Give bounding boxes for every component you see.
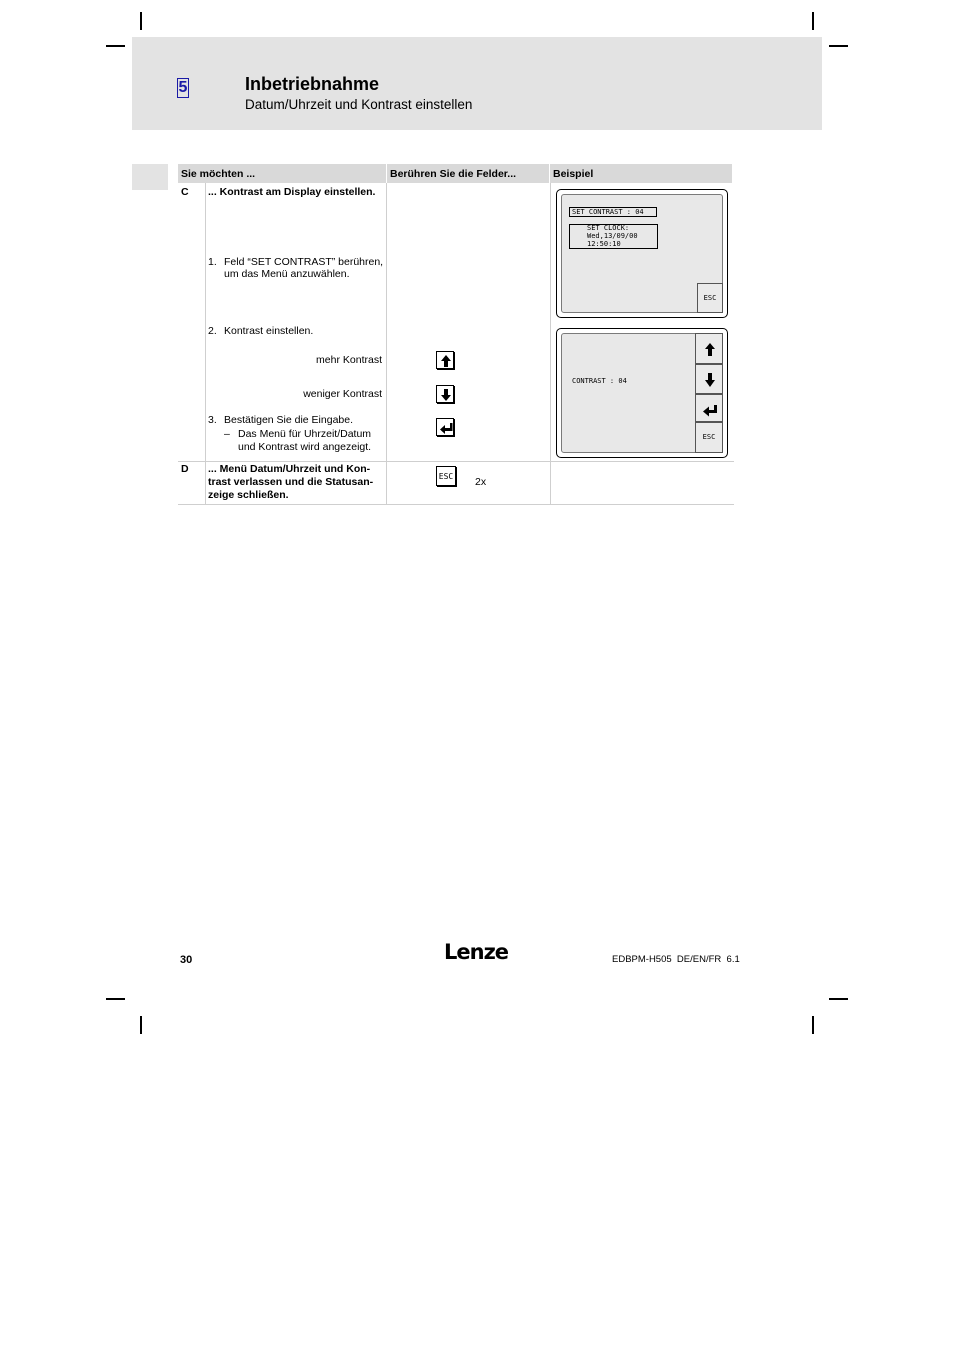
arrow-down-icon — [437, 386, 455, 404]
arrow-up-icon — [437, 352, 455, 370]
esc-key[interactable] — [436, 466, 456, 486]
table-divider — [178, 504, 734, 505]
esc-key-label: ESC — [438, 472, 454, 481]
step-number: 1. — [208, 256, 217, 268]
row-c-heading: ... Kontrast am Display einstellen. — [208, 186, 376, 198]
step-text: Das Menü für Uhrzeit/Datum — [238, 428, 372, 440]
esc-label: ESC — [702, 433, 716, 441]
set-clock-date: Wed,13/09/00 — [587, 232, 638, 240]
crop-mark — [140, 12, 142, 30]
row-c-letter: C — [181, 186, 189, 198]
bullet-dash: – — [224, 428, 230, 440]
crop-mark — [812, 12, 814, 30]
enter-icon — [696, 395, 724, 423]
crop-mark — [829, 45, 848, 47]
arrow-up-icon — [696, 334, 724, 365]
esc-label: ESC — [703, 294, 717, 302]
side-tab — [132, 164, 168, 190]
table-divider — [386, 183, 387, 504]
contrast-value-text: CONTRAST : 04 — [572, 377, 627, 385]
enter-key[interactable] — [436, 418, 454, 436]
page-number: 30 — [180, 954, 193, 966]
enter-icon — [437, 419, 455, 437]
row-d-text: trast verlassen und die Statusan- — [208, 476, 374, 488]
row-d-text: zeige schließen. — [208, 489, 289, 501]
down-key[interactable] — [436, 385, 454, 403]
step-text: Kontrast einstellen. — [224, 325, 314, 337]
step-text: um das Menü anzuwählen. — [224, 268, 350, 280]
screen-down-button[interactable] — [695, 364, 723, 394]
step-number: 3. — [208, 414, 217, 426]
chapter-number: 5 — [178, 79, 188, 96]
up-key[interactable] — [436, 351, 454, 369]
press-count: 2x — [475, 476, 487, 488]
crop-mark — [140, 1016, 142, 1034]
row-d-letter: D — [181, 463, 189, 475]
set-contrast-text: SET CONTRAST : 04 — [572, 208, 644, 216]
step-text: Bestätigen Sie die Eingabe. — [224, 414, 354, 426]
screen-esc-button[interactable] — [697, 283, 723, 313]
less-contrast-label: weniger Kontrast — [303, 388, 382, 400]
column-header-action: Sie möchten ... — [178, 164, 386, 183]
set-clock-time: 12:50:10 — [587, 240, 621, 248]
page-subtitle: Datum/Uhrzeit und Kontrast einstellen — [245, 97, 473, 112]
column-header-example: Beispiel — [550, 164, 732, 183]
more-contrast-label: mehr Kontrast — [316, 354, 382, 366]
column-header-touch: Berühren Sie die Felder... — [387, 164, 549, 183]
table-divider — [550, 183, 551, 504]
screen-esc-button[interactable] — [695, 422, 723, 453]
crop-mark — [106, 45, 125, 47]
document-reference: EDBPM-H505 DE/EN/FR 6.1 — [612, 954, 740, 965]
crop-mark — [106, 998, 125, 1000]
brand-logo: Lenze — [444, 940, 509, 964]
step-number: 2. — [208, 325, 217, 337]
set-clock-title: SET CLOCK: — [587, 224, 630, 232]
table-divider — [205, 183, 206, 504]
screen-enter-button[interactable] — [695, 394, 723, 422]
crop-mark — [812, 1016, 814, 1034]
page-title: Inbetriebnahme — [245, 74, 380, 94]
screen-up-button[interactable] — [695, 333, 723, 364]
step-text: Feld “SET CONTRAST” berühren, — [224, 256, 384, 268]
arrow-down-icon — [696, 365, 724, 395]
table-divider — [178, 461, 734, 462]
header-band — [132, 37, 822, 130]
step-text: und Kontrast wird angezeigt. — [238, 441, 372, 453]
row-d-text: ... Menü Datum/Uhrzeit und Kon- — [208, 463, 371, 475]
crop-mark — [829, 998, 848, 1000]
